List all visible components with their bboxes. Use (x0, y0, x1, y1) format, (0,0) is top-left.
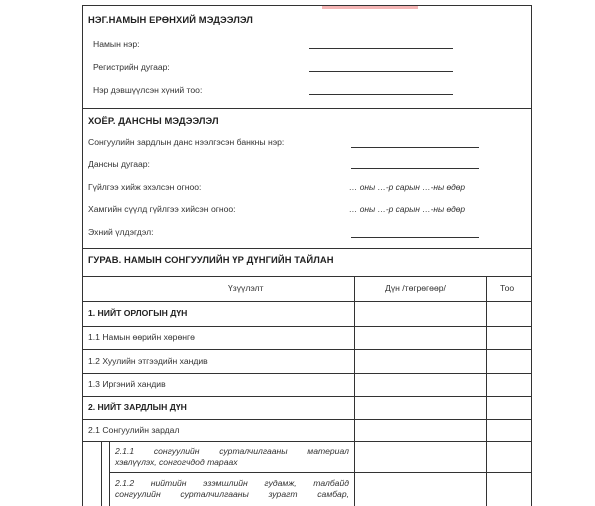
row-legal-entity-donation: 1.2 Хуулийн этгээдийн хандив (88, 356, 208, 366)
opening-balance-label: Эхний үлдэгдэл: (88, 227, 154, 237)
row-printed-materials-line1: 2.1.1 сонгуулийн сурталчилгааны материал (115, 446, 349, 456)
column-header-indicator: Үзүүлэлт (228, 283, 264, 293)
party-name-label: Намын нэр: (93, 39, 140, 49)
column-header-count: Тоо (500, 283, 515, 293)
table-col-line (486, 276, 487, 506)
account-number-field[interactable] (351, 168, 479, 169)
table-row-line (83, 301, 531, 302)
row-election-expense: 2.1 Сонгуулийн зардал (88, 425, 180, 435)
opening-balance-field[interactable] (351, 237, 479, 238)
column-header-amount: Дүн /төгрөгөөр/ (385, 283, 446, 293)
registration-number-field[interactable] (309, 71, 453, 72)
row-printed-materials-line2: хэвлүүлэх, сонгогчдод тараах (115, 457, 238, 467)
row-citizen-donation: 1.3 Иргэний хандив (88, 379, 166, 389)
start-date-value[interactable]: … оны …-р сарын …-ны өдөр (349, 182, 466, 192)
table-row-line (83, 419, 531, 420)
registration-number-label: Регистрийн дугаар: (93, 62, 170, 72)
row-own-assets: 1.1 Намын өөрийн хөрөнгө (88, 332, 195, 342)
section-title: НЭГ.НАМЫН ЕРӨНХИЙ МЭДЭЭЛЭЛ (88, 14, 253, 25)
last-transaction-date-value[interactable]: … оны …-р сарын …-ны өдөр (349, 204, 466, 214)
section-title: ГУРАВ. НАМЫН СОНГУУЛИЙН ҮР ДҮНГИЙН ТАЙЛАН (88, 254, 334, 265)
account-number-label: Дансны дугаар: (88, 159, 150, 169)
table-col-line (109, 441, 110, 506)
party-name-field[interactable] (309, 48, 453, 49)
nominee-count-label: Нэр дэвшүүлсэн хүний тоо: (93, 85, 203, 95)
table-row-line (83, 441, 531, 442)
divider (83, 248, 531, 249)
table-row-line (83, 349, 531, 350)
table-row-line (109, 472, 531, 473)
bank-name-label: Сонгуулийн зардлын данс нээлгэсэн банкны нэр: (88, 137, 285, 147)
row-billboards-line2: сонгуулийн сурталчилгааны зурагт самбар, (115, 489, 349, 499)
table-row-line (83, 326, 531, 327)
table-row-line (83, 396, 531, 397)
table-col-line (101, 441, 102, 506)
start-date-label: Гүйлгээ хийж эхэлсэн огноо: (88, 182, 202, 192)
table-col-line (354, 276, 355, 506)
last-transaction-date-label: Хамгийн сүүлд гүйлгээ хийсэн огноо: (88, 204, 236, 214)
section-account-info (83, 108, 531, 248)
row-total-expense: 2. НИЙТ ЗАРДЛЫН ДҮН (88, 402, 187, 412)
nominee-count-field[interactable] (309, 94, 453, 95)
row-total-income: 1. НИЙТ ОРЛОГЫН ДҮН (88, 308, 188, 318)
divider (83, 276, 531, 277)
report-form (82, 5, 532, 506)
row-billboards-line1: 2.1.2 нийтийн эзэмшлийн гудамж, талбайд (115, 478, 349, 488)
section-general-info (83, 6, 531, 106)
section-title: ХОЁР. ДАНСНЫ МЭДЭЭЛЭЛ (88, 115, 219, 126)
table-row-line (83, 373, 531, 374)
bank-name-field[interactable] (351, 147, 479, 148)
